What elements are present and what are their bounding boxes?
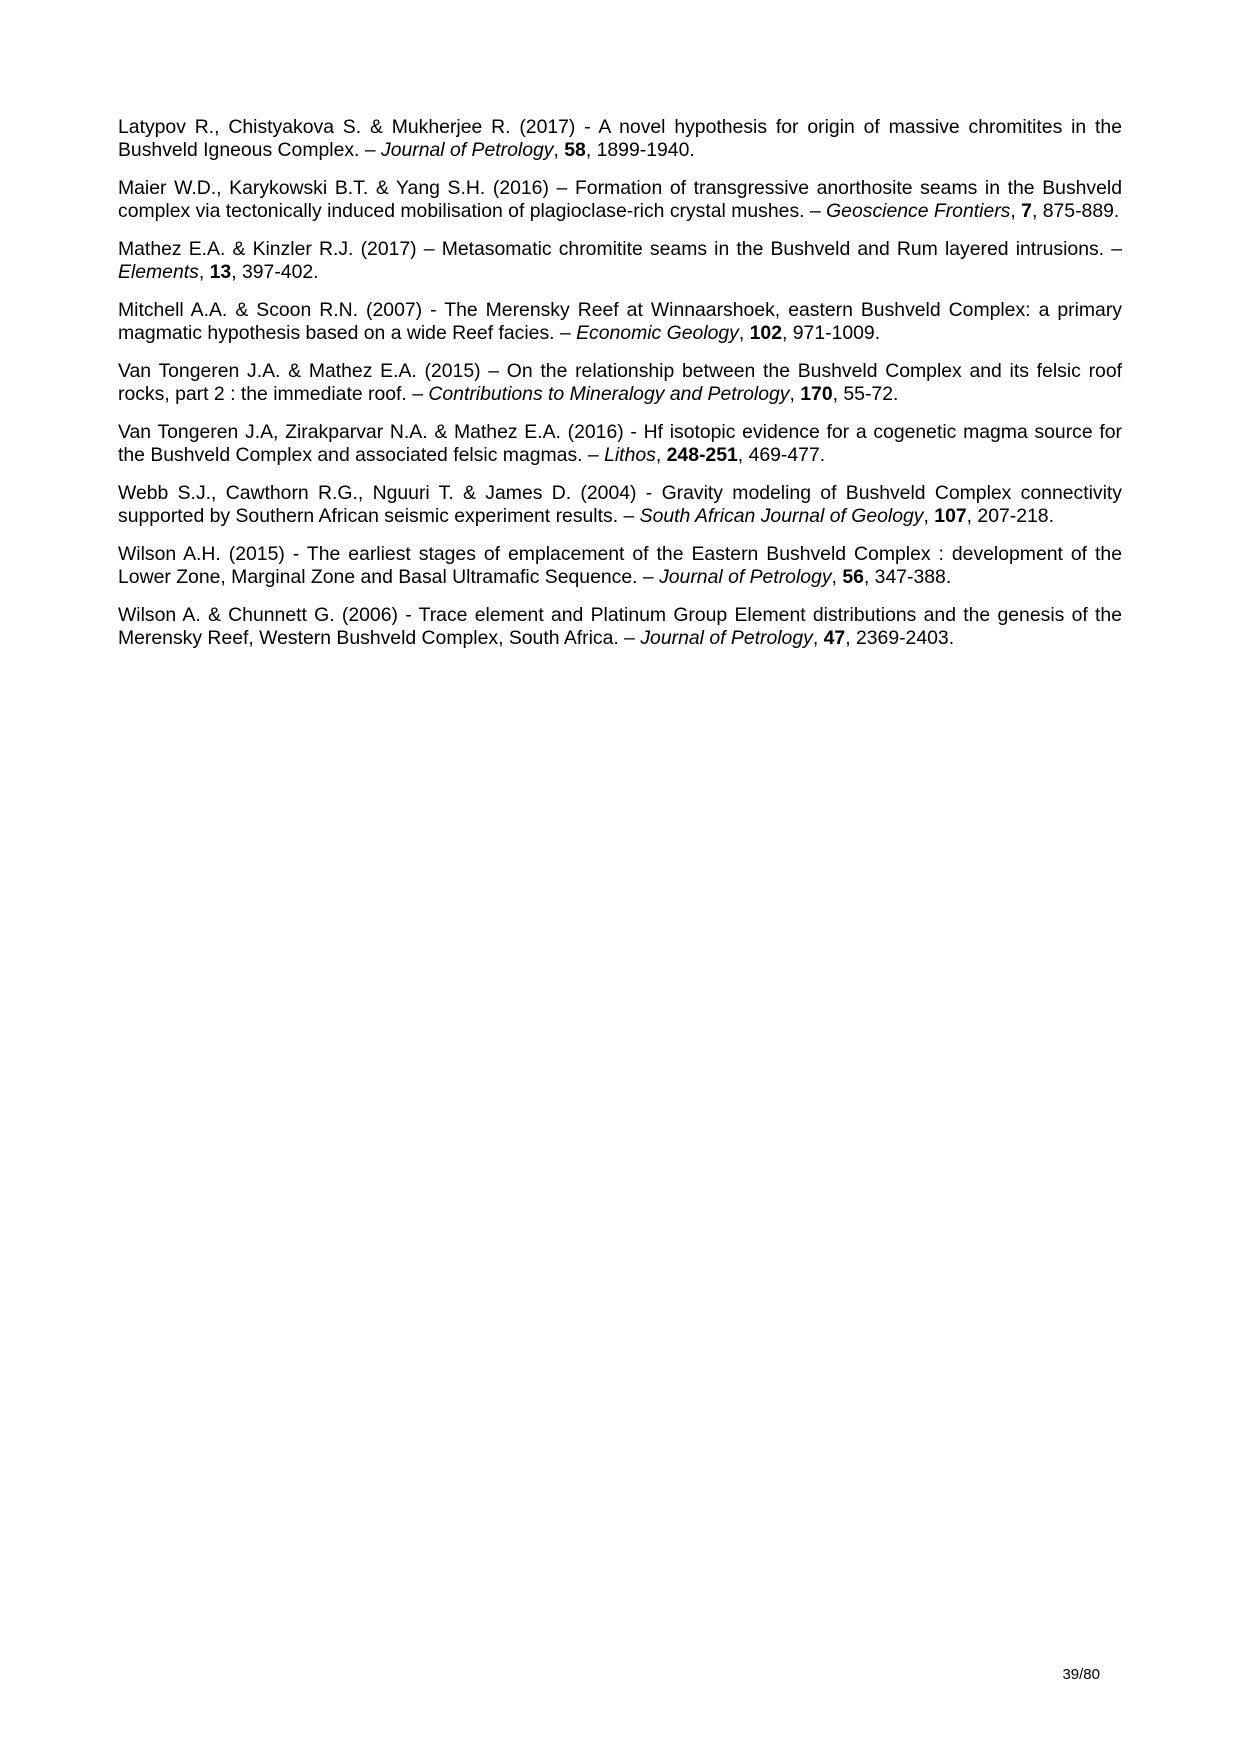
reference-entry	[118, 299, 1122, 345]
reference-volume: 56	[842, 566, 864, 588]
reference-journal: South African Journal of Geology	[639, 505, 924, 527]
reference-separator: ,	[1010, 200, 1022, 222]
reference-pages: , 469-477.	[737, 444, 826, 466]
page-number: 39/80	[1062, 1666, 1100, 1683]
reference-separator: ,	[553, 139, 565, 161]
reference-volume: 58	[564, 139, 586, 161]
reference-authors-title: Latypov R., Chistyakova S. & Mukherjee R. (2017) - A novel hypothesis for origin of massive chromitites in the Bushveld Igneous Complex. –	[118, 116, 1122, 161]
reference-authors-title: Mitchell A.A. & Scoon R.N. (2007) - The Merensky Reef at Winnaarshoek, eastern Bushveld Complex: a primary magmatic hypothesis based on a wide Reef facies. –	[118, 299, 1122, 344]
reference-authors-title: Van Tongeren J.A. & Mathez E.A. (2015) – On the relationship between the Bushveld Complex and its felsic roof rocks, part 2 : the immediate roof. –	[118, 360, 1122, 405]
reference-separator: ,	[655, 444, 667, 466]
reference-volume: 47	[823, 627, 846, 649]
reference-pages: , 207-218.	[966, 505, 1054, 527]
reference-pages: , 347-388.	[863, 566, 952, 588]
reference-list	[118, 116, 1122, 665]
reference-volume: 13	[209, 261, 232, 283]
reference-entry	[118, 177, 1122, 223]
reference-volume: 7	[1021, 200, 1032, 222]
reference-pages: , 55-72.	[832, 383, 899, 405]
reference-pages: , 2369-2403.	[845, 627, 955, 649]
reference-authors-title: Wilson A. & Chunnett G. (2006) - Trace element and Platinum Group Element distributions and the genesis of the Merensky Reef, Western Bushveld Complex, South Africa. –	[118, 604, 1122, 649]
reference-journal: Economic Geology	[576, 322, 739, 344]
reference-separator: ,	[738, 322, 750, 344]
reference-entry	[118, 543, 1122, 589]
reference-pages: , 397-402.	[231, 261, 319, 283]
reference-volume: 248-251	[666, 444, 738, 466]
reference-entry	[118, 421, 1122, 467]
reference-entry	[118, 482, 1122, 528]
reference-separator: ,	[923, 505, 935, 527]
reference-authors-title: Wilson A.H. (2015) - The earliest stages of emplacement of the Eastern Bushveld Complex : development of the Lower Zone, Marginal Zone and Basal Ultramafic Sequence. –	[118, 543, 1122, 588]
reference-journal: Journal of Petrology	[381, 139, 554, 161]
reference-journal: Lithos	[604, 444, 656, 466]
reference-journal: Journal of Petrology	[659, 566, 832, 588]
reference-authors-title: Van Tongeren J.A, Zirakparvar N.A. & Mathez E.A. (2016) - Hf isotopic evidence for a cogenetic magma source for the Bushveld Complex and associated felsic magmas. –	[118, 421, 1122, 466]
reference-entry	[118, 238, 1122, 284]
reference-volume: 102	[749, 322, 782, 344]
reference-authors-title: Mathez E.A. & Kinzler R.J. (2017) – Metasomatic chromitite seams in the Bushveld and Rum layered intrusions. –	[118, 238, 1122, 260]
reference-pages: , 971-1009.	[781, 322, 881, 344]
reference-volume: 107	[934, 505, 967, 527]
reference-separator: ,	[812, 627, 824, 649]
reference-pages: , 1899-1940.	[585, 139, 695, 161]
reference-entry	[118, 116, 1122, 162]
reference-authors-title: Maier W.D., Karykowski B.T. & Yang S.H. (2016) – Formation of transgressive anorthosite seams in the Bushveld complex via tectonically induced mobilisation of plagioclase-rich crystal mushes. –	[118, 177, 1122, 222]
reference-entry	[118, 360, 1122, 406]
reference-separator: ,	[198, 261, 210, 283]
reference-entry	[118, 604, 1122, 650]
reference-pages: , 875-889.	[1031, 200, 1120, 222]
reference-journal: Geoscience Frontiers	[826, 200, 1011, 222]
reference-journal: Contributions to Mineralogy and Petrology	[428, 383, 790, 405]
reference-separator: ,	[831, 566, 843, 588]
reference-volume: 170	[800, 383, 833, 405]
reference-journal: Journal of Petrology	[640, 627, 813, 649]
reference-journal: Elements	[118, 261, 199, 283]
reference-separator: ,	[789, 383, 801, 405]
reference-authors-title: Webb S.J., Cawthorn R.G., Nguuri T. & James D. (2004) - Gravity modeling of Bushveld Complex connectivity supported by Southern African seismic experiment results. –	[118, 482, 1122, 527]
